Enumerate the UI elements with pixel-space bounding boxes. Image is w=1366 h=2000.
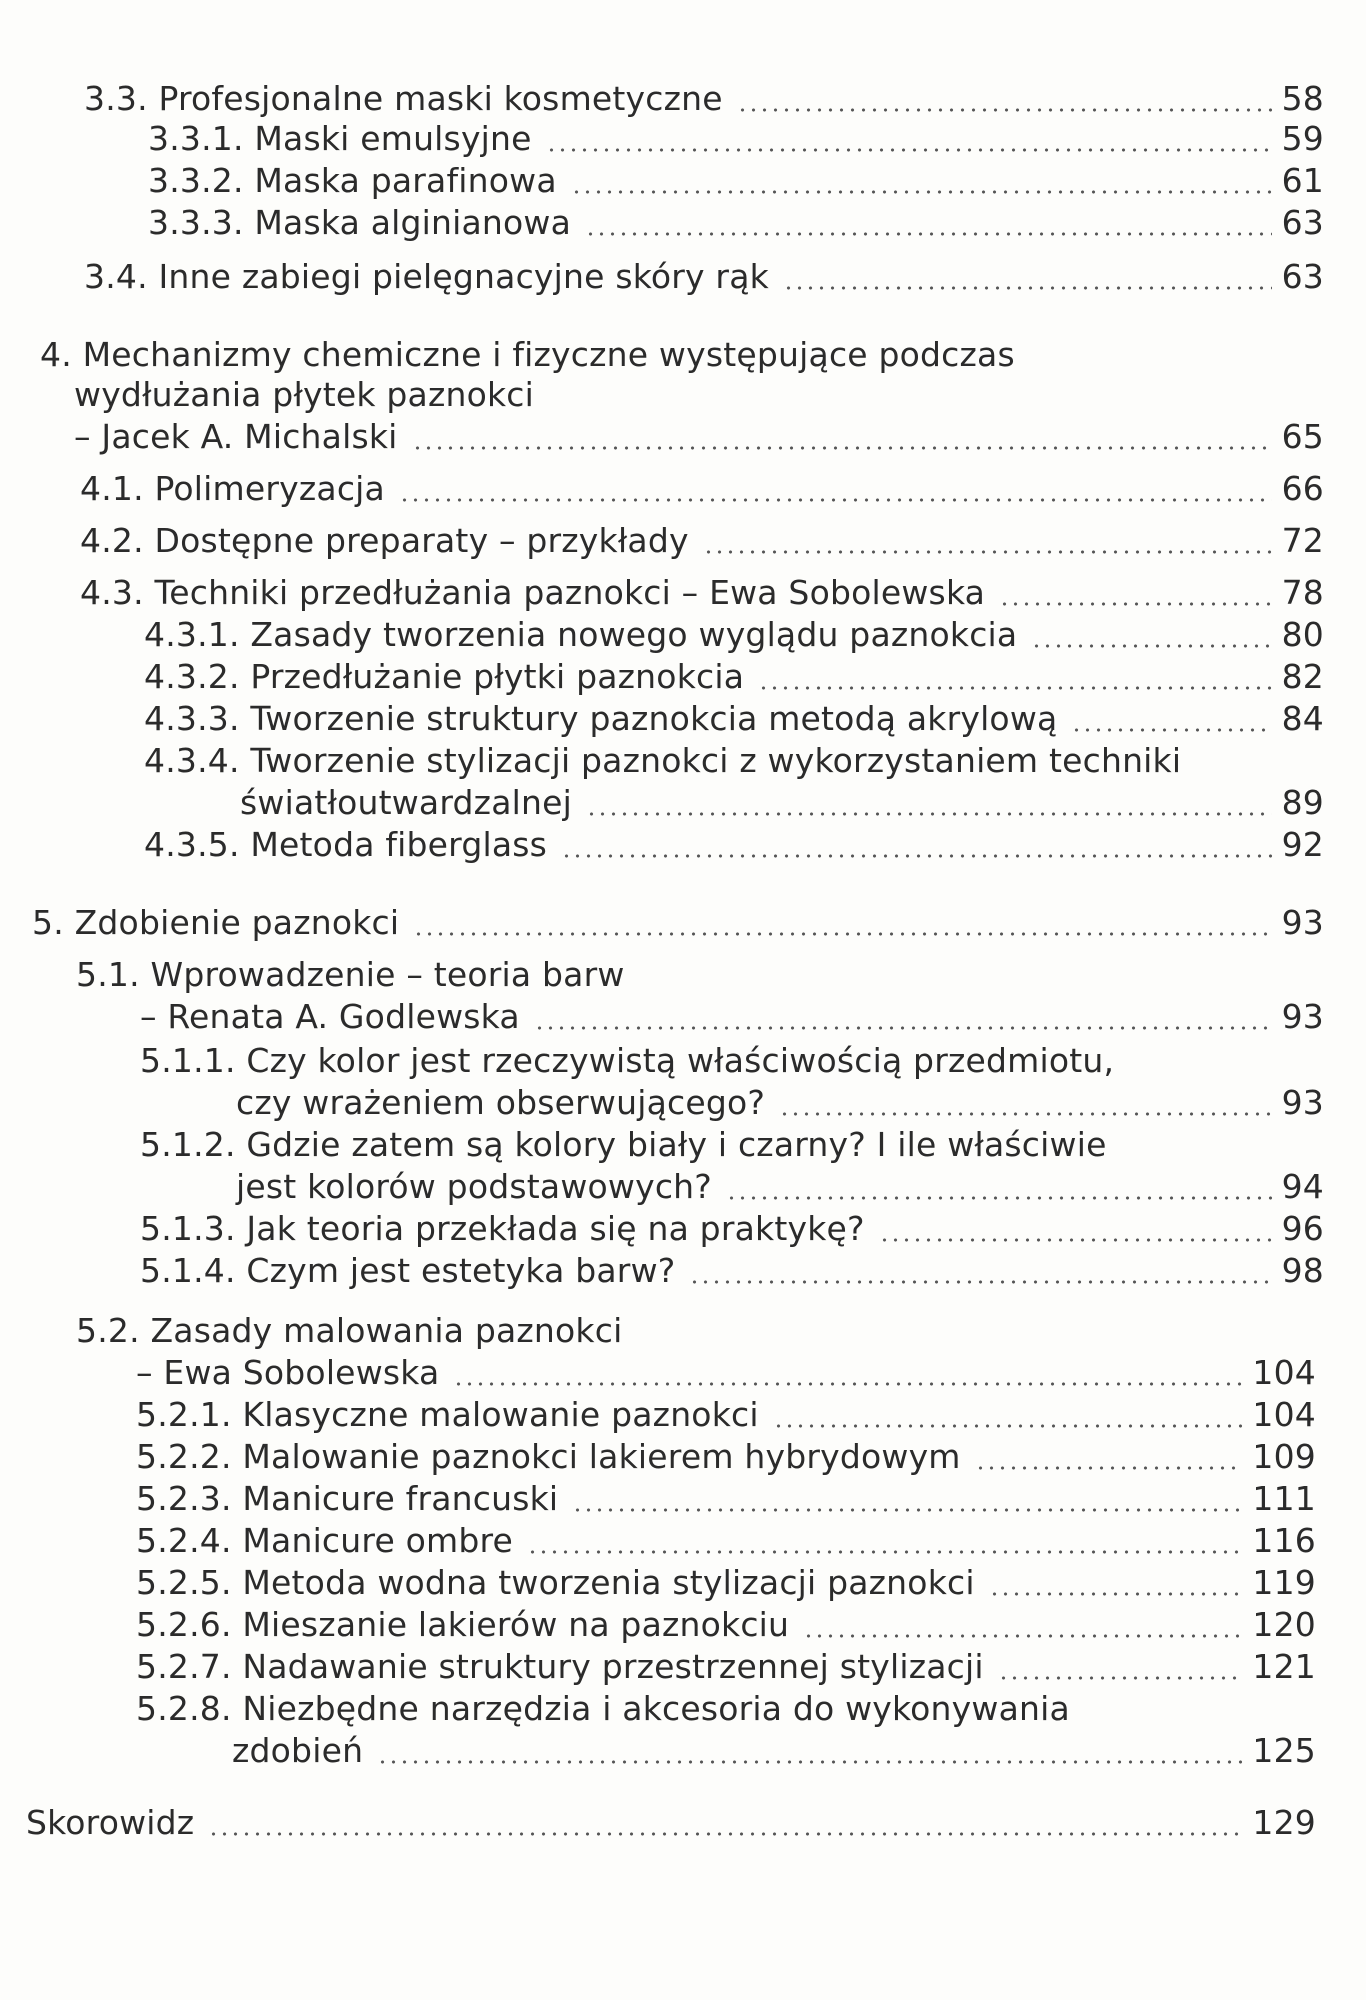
toc-page: 89: [1281, 783, 1324, 822]
toc-page: 96: [1281, 1209, 1324, 1248]
toc-page: 80: [1281, 615, 1324, 654]
toc-title: Mechanizmy chemiczne i fizyczne występujące podczas: [82, 335, 1015, 374]
toc-entry-3-3-2: [148, 160, 1324, 202]
dot-leader: [879, 1223, 1272, 1243]
dot-leader: [689, 1265, 1271, 1285]
toc-title: Mieszanie lakierów na paznokciu: [242, 1605, 790, 1644]
dot-leader: [1031, 629, 1271, 649]
toc-entry-4-3-4: [240, 782, 1324, 824]
toc-page: 72: [1281, 521, 1324, 560]
toc-entry-5-2: [136, 1352, 1316, 1394]
toc-number: 5.1.2.: [140, 1125, 236, 1164]
toc-number: 5.2.4.: [136, 1521, 232, 1560]
toc-number: 3.3.: [84, 79, 148, 118]
toc-number: 5.2.5.: [136, 1563, 232, 1602]
toc-page: 104: [1252, 1395, 1316, 1434]
toc-title: Dostępne preparaty – przykłady: [154, 521, 689, 560]
toc-number: 4.1.: [80, 469, 144, 508]
toc-title: Skorowidz: [26, 1803, 195, 1842]
toc-entry-5-2-5: [136, 1562, 1316, 1604]
dot-leader: [208, 1817, 1242, 1837]
toc-page: 93: [1281, 997, 1324, 1036]
dot-leader: [779, 1097, 1271, 1117]
toc-title: Malowanie paznokci lakierem hybrydowym: [242, 1437, 961, 1476]
toc-title: Jak teoria przekłada się na praktykę?: [246, 1209, 865, 1248]
toc-number: 5.2.2.: [136, 1437, 232, 1476]
toc-title: Zasady malowania paznokci: [150, 1311, 623, 1350]
toc-page: 120: [1252, 1605, 1316, 1644]
toc-title: Inne zabiegi pielęgnacyjne skóry rąk: [158, 257, 769, 296]
toc-entry-5-2-6: [136, 1604, 1316, 1646]
toc-entry-4-3: [80, 572, 1324, 614]
toc-title: Polimeryzacja: [154, 469, 385, 508]
toc-entry-5-2-8: [232, 1730, 1316, 1772]
toc-entry-4: [74, 416, 1324, 458]
toc-page: 119: [1252, 1563, 1316, 1602]
toc-entry-4-line2: [74, 374, 534, 416]
toc-entry-4-3-2: [144, 656, 1324, 698]
toc-page: 63: [1281, 203, 1324, 242]
toc-page: 98: [1281, 1251, 1324, 1290]
toc-page: 125: [1252, 1731, 1316, 1770]
dot-leader: [999, 587, 1271, 607]
toc-entry-4-line1: [40, 334, 1015, 376]
toc-number: 5.2.3.: [136, 1479, 232, 1518]
dot-leader: [561, 839, 1272, 859]
toc-entry-5-1-1: [236, 1082, 1324, 1124]
toc-title: – Jacek A. Michalski: [74, 417, 398, 456]
toc-number: 5.2.: [76, 1311, 140, 1350]
toc-entry-4-2: [80, 520, 1324, 562]
toc-page: 82: [1281, 657, 1324, 696]
toc-page: 63: [1281, 257, 1324, 296]
toc-entry-5-2-4: [136, 1520, 1316, 1562]
toc-number: 5.2.6.: [136, 1605, 232, 1644]
toc-title: Wprowadzenie – teoria barw: [150, 955, 625, 994]
toc-number: 5.1.3.: [140, 1209, 236, 1248]
toc-entry-4-3-4-line1: [144, 740, 1181, 782]
toc-entry-5-1-3: [140, 1208, 1324, 1250]
toc-page: 93: [1281, 903, 1324, 942]
toc-title: Zdobienie paznokci: [74, 903, 400, 942]
dot-leader: [572, 1493, 1242, 1513]
toc-entry-5-1-2-line1: [140, 1124, 1107, 1166]
toc-title: Manicure ombre: [242, 1521, 514, 1560]
toc-title: – Renata A. Godlewska: [140, 997, 520, 1036]
toc-title: zdobień: [232, 1731, 364, 1770]
toc-page: 111: [1252, 1479, 1316, 1518]
toc-number: 4.: [40, 335, 72, 374]
dot-leader: [758, 671, 1271, 691]
dot-leader: [773, 1409, 1243, 1429]
toc-entry-skorowidz: [26, 1802, 1316, 1844]
dot-leader: [527, 1535, 1242, 1555]
toc-number: 4.2.: [80, 521, 144, 560]
toc-page: 65: [1281, 417, 1324, 456]
toc-entry-5-1-2: [236, 1166, 1324, 1208]
dot-leader: [412, 431, 1272, 451]
toc-page: 59: [1281, 119, 1324, 158]
toc-title: wydłużania płytek paznokci: [74, 375, 535, 414]
toc-number: 5.1.4.: [140, 1251, 236, 1290]
toc-number: 5.2.1.: [136, 1395, 232, 1434]
toc-number: 5.2.7.: [136, 1647, 232, 1686]
toc-page: 61: [1281, 161, 1324, 200]
dot-leader: [998, 1661, 1243, 1681]
toc-title: Czy kolor jest rzeczywistą właściwością przedmiotu,: [246, 1041, 1115, 1080]
toc-page: 104: [1252, 1353, 1316, 1392]
toc-entry-5-1-1-line1: [140, 1040, 1114, 1082]
toc-entry-3-3: [84, 78, 1324, 120]
dot-leader: [586, 797, 1272, 817]
toc-entry-5-2-7: [136, 1646, 1316, 1688]
toc-entry-3-4: [84, 256, 1324, 298]
toc-title: Maski emulsyjne: [254, 119, 532, 158]
toc-number: 5.2.8.: [136, 1689, 232, 1728]
dot-leader: [377, 1745, 1242, 1765]
toc-entry-3-3-3: [148, 202, 1324, 244]
dot-leader: [546, 133, 1272, 153]
toc-entry-5-2-2: [136, 1436, 1316, 1478]
toc-title: Metoda fiberglass: [250, 825, 548, 864]
toc-title: Manicure francuski: [242, 1479, 559, 1518]
toc-title: Gdzie zatem są kolory biały i czarny? I ile właściwie: [246, 1125, 1107, 1164]
toc-entry-5-1-line1: [76, 954, 625, 996]
toc-entry-5-2-3: [136, 1478, 1316, 1520]
dot-leader: [585, 217, 1272, 237]
dot-leader: [1071, 713, 1271, 733]
toc-entry-5: [32, 902, 1324, 944]
toc-title: Techniki przedłużania paznokci – Ewa Sobolewska: [154, 573, 986, 612]
toc-number: 5.1.: [76, 955, 140, 994]
toc-entry-5-1: [140, 996, 1324, 1038]
toc-page: 116: [1252, 1521, 1316, 1560]
toc-page: 58: [1281, 79, 1324, 118]
toc-entry-5-2-1: [136, 1394, 1316, 1436]
dot-leader: [783, 271, 1272, 291]
toc-entry-5-2-8-line1: [136, 1688, 1070, 1730]
toc-title: Metoda wodna tworzenia stylizacji paznokci: [242, 1563, 975, 1602]
dot-leader: [703, 535, 1272, 555]
dot-leader: [975, 1451, 1243, 1471]
toc-entry-4-3-1: [144, 614, 1324, 656]
toc-title: jest kolorów podstawowych?: [236, 1167, 712, 1206]
toc-title: Tworzenie stylizacji paznokci z wykorzystaniem techniki: [250, 741, 1182, 780]
toc-number: 3.3.2.: [148, 161, 244, 200]
toc-title: Niezbędne narzędzia i akcesoria do wykonywania: [242, 1689, 1070, 1728]
toc-number: 5.1.1.: [140, 1041, 236, 1080]
toc-page: 109: [1252, 1437, 1316, 1476]
toc-number: 4.3.3.: [144, 699, 240, 738]
toc-page: 66: [1281, 469, 1324, 508]
toc-entry-3-3-1: [148, 118, 1324, 160]
dot-leader: [726, 1181, 1272, 1201]
toc-title: – Ewa Sobolewska: [136, 1353, 440, 1392]
toc-number: 5.: [32, 903, 64, 942]
toc-number: 3.4.: [84, 257, 148, 296]
toc-title: Maska parafinowa: [254, 161, 557, 200]
dot-leader: [534, 1011, 1272, 1031]
toc-page: 84: [1281, 699, 1324, 738]
dot-leader: [803, 1619, 1242, 1639]
toc-title: Klasyczne malowanie paznokci: [242, 1395, 759, 1434]
toc-entry-5-2-line1: [76, 1310, 622, 1352]
toc-number: 4.3.4.: [144, 741, 240, 780]
toc-number: 4.3.5.: [144, 825, 240, 864]
dot-leader: [453, 1367, 1242, 1387]
toc-title: Zasady tworzenia nowego wyglądu paznokcia: [250, 615, 1018, 654]
toc-number: 4.3.: [80, 573, 144, 612]
toc-title: Profesjonalne maski kosmetyczne: [158, 79, 723, 118]
toc-entry-4-3-3: [144, 698, 1324, 740]
toc-title: Przedłużanie płytki paznokcia: [250, 657, 745, 696]
toc-entry-4-1: [80, 468, 1324, 510]
toc-title: czy wrażeniem obserwującego?: [236, 1083, 766, 1122]
toc-page: 93: [1281, 1083, 1324, 1122]
toc-number: 3.3.3.: [148, 203, 244, 242]
toc-title: światłoutwardzalnej: [240, 783, 572, 822]
toc-page: 121: [1252, 1647, 1316, 1686]
toc-entry-5-1-4: [140, 1250, 1324, 1292]
dot-leader: [399, 483, 1272, 503]
toc-title: Nadawanie struktury przestrzennej stylizacji: [242, 1647, 984, 1686]
toc-page: 78: [1281, 573, 1324, 612]
dot-leader: [413, 917, 1271, 937]
toc-title: Czym jest estetyka barw?: [246, 1251, 676, 1290]
toc-number: 4.3.1.: [144, 615, 240, 654]
dot-leader: [989, 1577, 1243, 1597]
dot-leader: [571, 175, 1272, 195]
toc-page: 92: [1281, 825, 1324, 864]
toc-title: Tworzenie struktury paznokcia metodą akrylową: [250, 699, 1058, 738]
toc-title: Maska alginianowa: [254, 203, 572, 242]
toc-number: 3.3.1.: [148, 119, 244, 158]
toc-page: 94: [1281, 1167, 1324, 1206]
toc-entry-4-3-5: [144, 824, 1324, 866]
dot-leader: [737, 93, 1272, 113]
toc-number: 4.3.2.: [144, 657, 240, 696]
toc-page: 129: [1252, 1803, 1316, 1842]
